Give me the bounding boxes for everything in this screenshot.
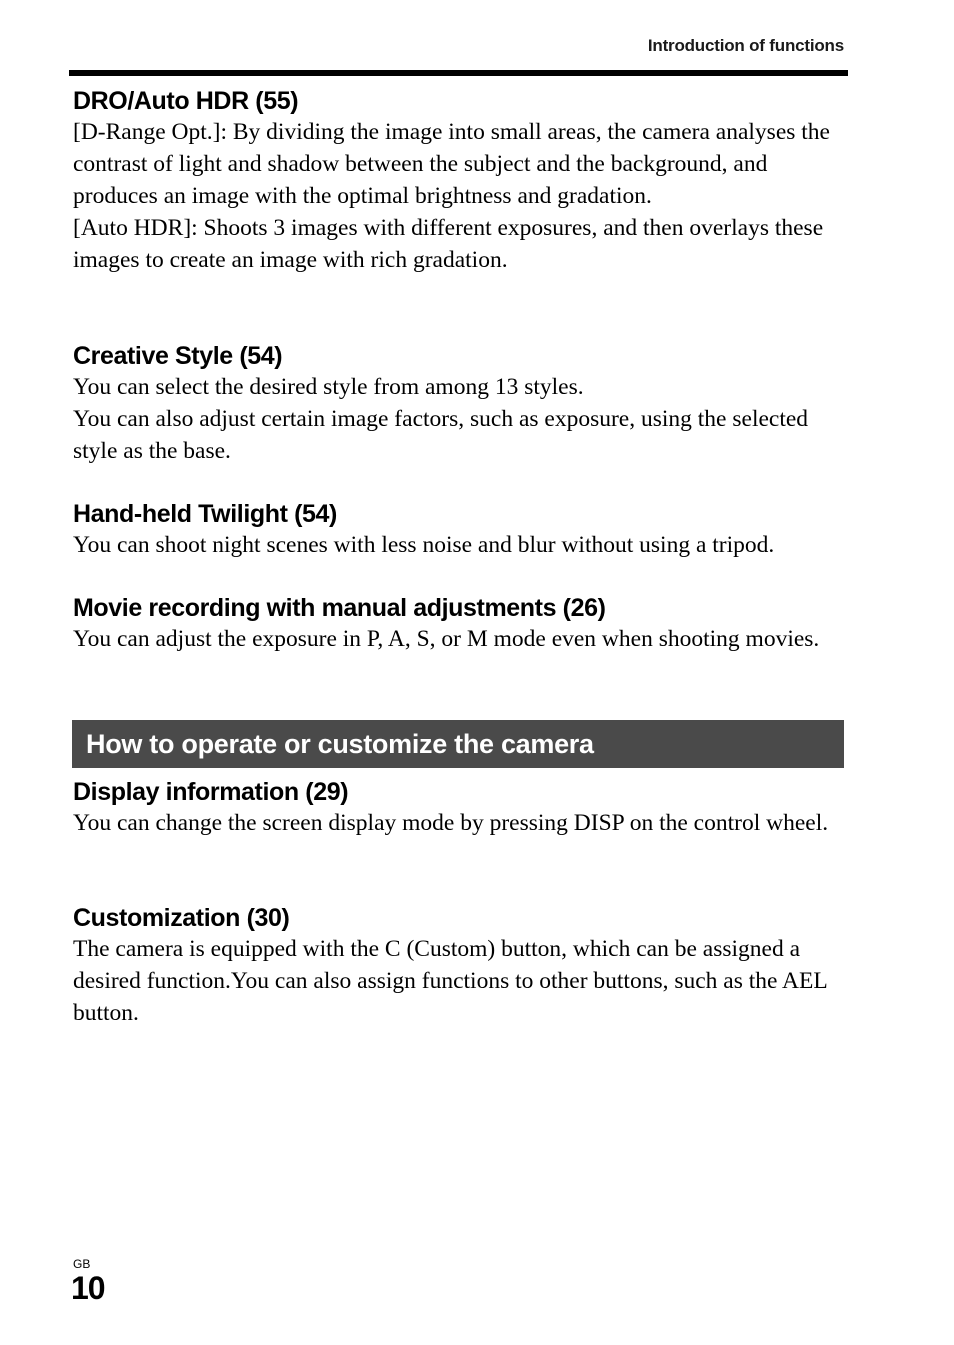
section-paragraph: You can adjust the exposure in P, A, S, or M mode even when shooting movies.	[73, 626, 820, 652]
section-paragraph: [D-Range Opt.]: By dividing the image into small areas, the camera analyses the contrast of light and shadow between the subject and the background, and produces an image with the optimal brightness and gradation.	[73, 119, 830, 209]
section-paragraph: The camera is equipped with the C (Custom) button, which can be assigned a desired function.You can also assign functions to other buttons, such as the AEL button.	[73, 936, 827, 1026]
section-heading: DRO/Auto HDR (55)	[73, 87, 299, 115]
section-paragraph: You can also adjust certain image factors, such as exposure, using the selected style as the base.	[73, 406, 809, 464]
section-customization	[73, 903, 848, 1029]
section-heading: Customization (30)	[73, 904, 290, 932]
section-heading: Display information (29)	[73, 778, 349, 806]
top-rule	[69, 70, 848, 76]
section-heading: Hand-held Twilight (54)	[73, 500, 337, 528]
section-paragraph: [Auto HDR]: Shoots 3 images with different exposures, and then overlays these images to create an image with rich gradation.	[73, 215, 824, 273]
category-banner	[72, 720, 844, 768]
page-number: 10	[71, 1270, 105, 1306]
section-display-information	[73, 777, 848, 839]
section-paragraph: You can shoot night scenes with less noise and blur without using a tripod.	[73, 532, 775, 558]
section-dro-auto-hdr	[73, 86, 848, 276]
region-label: GB	[73, 1257, 91, 1271]
section-heading: Creative Style (54)	[73, 342, 283, 370]
banner-title: How to operate or customize the camera	[86, 729, 594, 759]
section-creative-style	[73, 341, 848, 467]
section-heading: Movie recording with manual adjustments (26)	[73, 594, 606, 622]
section-hand-held-twilight	[73, 499, 848, 561]
section-paragraph: You can select the desired style from among 13 styles.	[73, 374, 584, 400]
section-paragraph: You can change the screen display mode by pressing DISP on the control wheel.	[73, 810, 829, 836]
section-movie-recording	[73, 593, 848, 655]
running-head: Introduction of functions	[647, 36, 844, 55]
